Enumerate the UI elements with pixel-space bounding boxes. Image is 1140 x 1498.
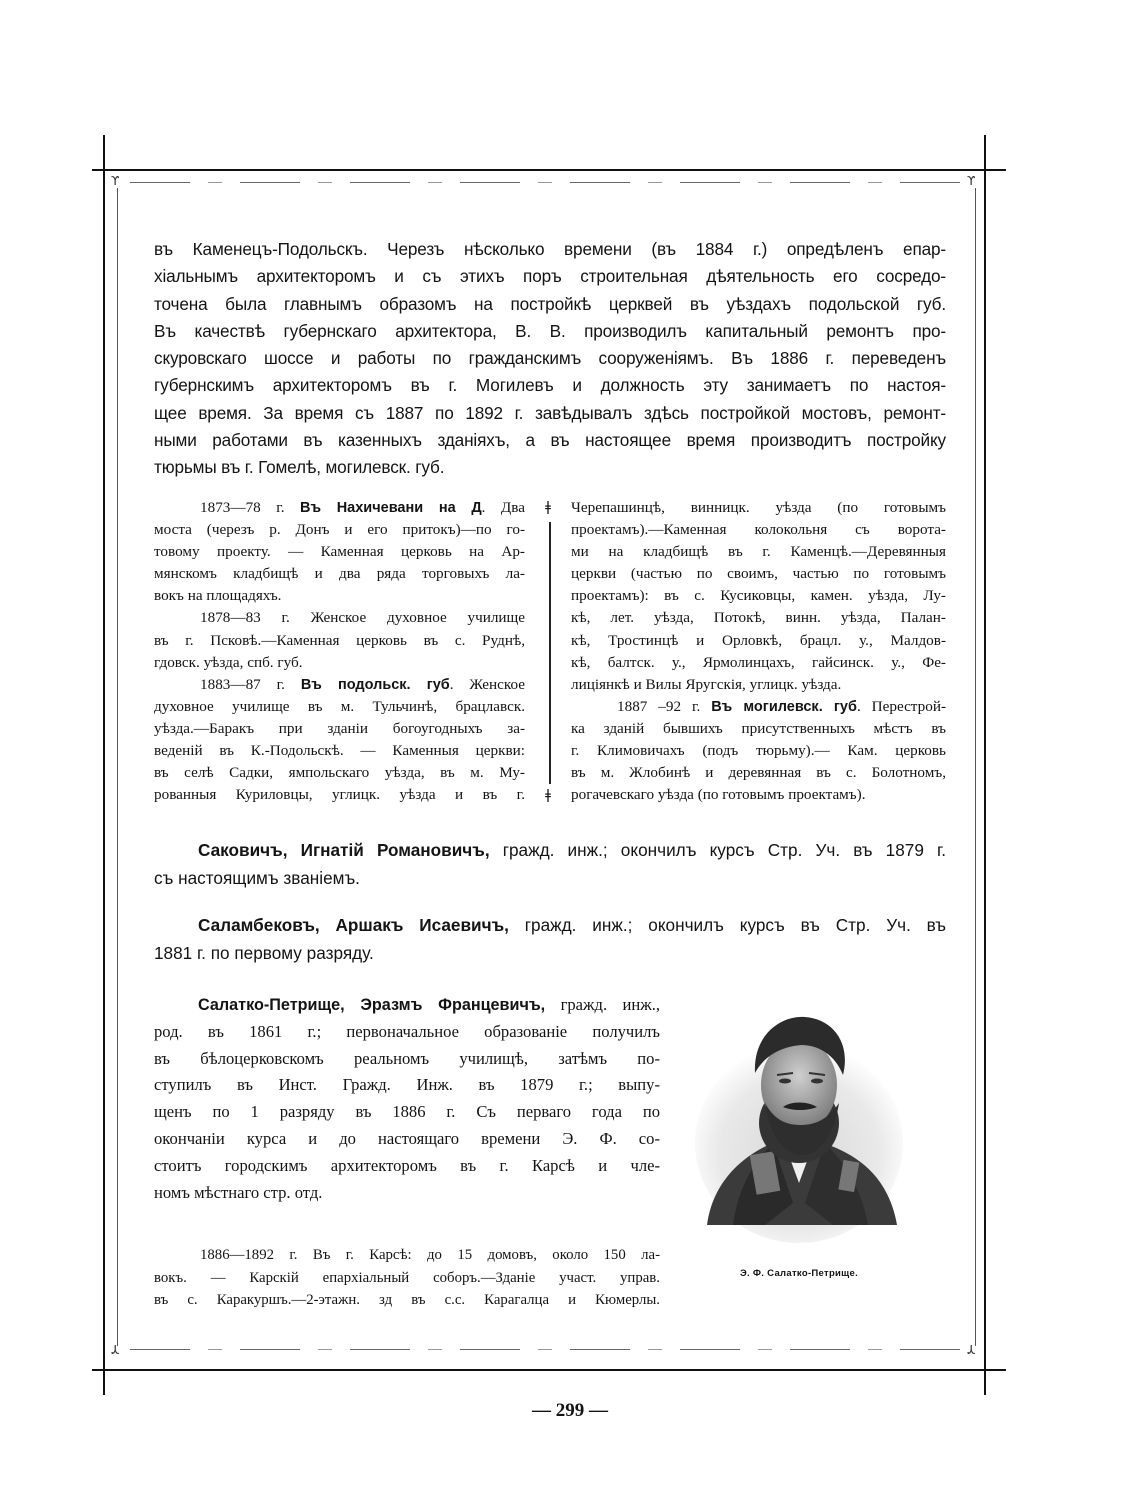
text-fragment: въ селѣ Садки, ямпольскаго уѣзда, въ м. Му- [154,764,525,782]
text-fragment: г. Климовичахъ (подъ тюрьму).— Кам. церковь [571,742,946,760]
corner-ornament-icon: ϒ [967,1342,976,1356]
text-line [154,519,525,541]
text-line [571,762,946,784]
entry-text: гражд. инж.; окончилъ курсъ Стр. Уч. въ 1879 г. [489,840,946,860]
text-line [571,607,946,629]
entry-text: съ настоящимъ званіемъ. [154,867,360,888]
text-fragment: моста (черезъ р. Донъ и его притокъ)—по го- [154,521,525,539]
text-fragment: кѣ, балтск. у., Ярмолинцахъ, гайсинск. у., Фе- [571,653,946,671]
text-line: скуровскаго шоссе и работы по гражданскимъ сооруженіямъ. Въ 1886 г. переведенъ [154,348,946,369]
entry-text: 1881 г. по первому разряду. [154,942,374,963]
text-fragment: вокъ на площадяхъ. [154,587,282,605]
entry-text: въ бѣлоцерковскомъ реальномъ училищѣ, затѣмъ по- [154,1048,660,1068]
entry-text: окончаніи курса и до настоящаго времени Э. Ф. со- [154,1128,660,1148]
entry-salatko-works [154,1244,660,1312]
text-fragment: 1878—83 г. Женское духовное училище [200,609,525,627]
text-line [154,585,525,607]
text-fragment: духовное училище въ м. Тульчинѣ, брацлавск. [154,697,525,715]
frame-top-rule [92,169,1006,171]
text-line: 1886—1892 г. Въ г. Карсѣ: до 15 домовъ, около 150 ла- [200,1247,660,1263]
text-line [154,696,525,718]
text-line: хіальнымъ архитекторомъ и съ этихъ поръ строительная дѣятельность его сосредо- [154,266,946,287]
text-fragment: рованныя Куриловцы, углицк. уѣзда и въ г. [154,786,525,804]
works-column-left [154,497,525,806]
text-fragment: проектамъ).—Каменная колокольня съ ворота- [571,521,946,539]
column-divider-ornament-bottom-icon: ǂ [545,788,551,803]
text-line [154,718,525,740]
entry-text: ступилъ въ Инст. Гражд. Инж. въ 1879 г.; выпу- [154,1075,660,1095]
text-line: ными работами въ казенныхъ зданіяхъ, а въ настоящее время производитъ постройку [154,430,946,451]
entry-text: стоитъ городскимъ архитекторомъ въ г. Карсѣ и чле- [154,1155,660,1175]
text-line: точена была главнымъ образомъ на постройкѣ церквей въ уѣздахъ подольской губ. [154,293,946,314]
text-line: щее время. За время съ 1887 по 1892 г. завѣдывалъ здѣсь постройкой мостовъ, ремонт- [154,402,946,423]
text-line [571,497,946,519]
entry-name: Саламбековъ, Аршакъ Исаевичъ, [198,915,509,935]
text-line [154,607,525,629]
text-line [571,718,946,740]
text-line: въ с. Каракуршъ.—2-этажн. зд въ с.с. Карагалца и Кюмерлы. [154,1292,660,1308]
text-fragment: 1887 –92 г. [617,697,712,715]
entry-text: гражд. инж., [545,995,660,1014]
corner-ornament-icon: ϒ [967,174,976,188]
column-divider [549,522,551,784]
text-line: вокъ. — Карскій епархіальный соборъ.—Зданіе участ. управ. [154,1269,660,1286]
corner-ornament-icon: ϒ [111,1342,120,1356]
text-fragment: мянскомъ кладбищѣ и два ряда торговыхъ ла- [154,565,525,583]
text-fragment: 1883—87 г. [200,675,301,693]
text-fragment: церкви (частью по своимъ, частью по готовымъ [571,565,946,583]
location-heading: Въ Нахичевани на Д [299,500,482,516]
text-fragment: 1873—78 г. [200,499,300,516]
text-fragment: веденій въ К.-Подольскѣ. — Каменныя церкви: [154,742,525,760]
text-line [571,541,946,563]
text-fragment: кѣ, лет. уѣзда, Потокѣ, винн. уѣзда, Палан- [571,609,946,627]
text-fragment: гдовск. уѣзда, спб. губ. [154,653,303,671]
text-fragment: въ м. Жлобинѣ и деревянная въ с. Болотномъ, [571,764,946,782]
text-line [571,585,946,607]
intro-paragraph [154,236,946,482]
text-line [154,563,525,585]
text-line [154,497,525,519]
text-line [154,674,525,696]
text-line [571,784,946,806]
text-line [154,784,525,806]
column-divider-ornament-top-icon: ǂ [545,500,551,515]
text-line [154,630,525,652]
text-line [571,652,946,674]
text-line [571,519,946,541]
text-fragment: кѣ, Тростинцѣ и Орловкѣ, брацл. у., Малдов- [571,631,946,649]
inner-frame-bottom [130,1349,965,1350]
works-column-right [571,497,946,806]
entry-salambekov [154,912,946,967]
entry-name: Саковичъ, Игнатій Романовичъ, [198,840,490,860]
text-fragment: товому проекту. — Каменная церковь на Ар- [154,543,525,561]
text-fragment: въ г. Псковѣ.—Каменная церковь въ с. Руднѣ, [154,631,525,649]
entry-text: щенъ по 1 разряду въ 1886 г. Съ перваго года по [154,1102,660,1122]
text-line: тюрьмы въ г. Гомелѣ, могилевск. губ. [154,457,445,478]
text-line [571,674,946,696]
text-fragment: . Перестрой- [856,697,947,715]
entry-salatko-petrishche [154,992,660,1206]
frame-left-rule [103,135,105,1395]
text-fragment: Черепашинцѣ, винницк. уѣзда (по готовымъ [571,499,946,516]
portrait-image [693,1003,905,1245]
entry-sakovich [154,837,946,892]
inner-frame-right [975,188,976,1346]
location-heading: Въ могилевск. губ [711,698,857,715]
inner-frame-top [130,182,965,183]
entry-name: Салатко-Петрище, Эразмъ Францевичъ, [198,996,546,1014]
text-line [154,541,525,563]
text-line [571,740,946,762]
text-fragment: рогачевскаго уѣзда (по готовымъ проектамъ). [571,786,866,804]
inner-frame-left [117,188,118,1346]
text-line: губернскимъ архитекторомъ въ г. Могилевъ и должность эту занимаетъ по настоя- [154,375,946,396]
text-line [571,563,946,585]
text-fragment: . Два [481,499,525,516]
text-line [154,762,525,784]
text-line [154,740,525,762]
entry-text: род. въ 1861 г.; первоначальное образованіе получилъ [154,1021,660,1041]
corner-ornament-icon: ϒ [111,174,120,188]
text-line [571,630,946,652]
location-heading: Въ подольск. губ [300,676,450,693]
frame-bottom-rule [92,1369,1006,1371]
text-fragment: . Женское [449,675,525,693]
page-number: — 299 — [532,1400,608,1421]
text-line [154,652,525,674]
text-fragment: ми на кладбищѣ въ г. Каменцѣ.—Деревянныя [571,543,946,561]
text-line [571,696,946,718]
text-fragment: ка зданій бывшихъ присутственныхъ мѣстъ въ [571,719,946,737]
text-fragment: уѣзда.—Баракъ при зданіи богоугодныхъ за- [154,719,525,737]
text-fragment: лиціянкѣ и Вилы Яругскія, углицк. уѣзда. [571,675,842,693]
portrait-caption: Э. Ф. Салатко-Петрище. [739,1268,859,1279]
entry-text: гражд. инж.; окончилъ курсъ въ Стр. Уч. въ [508,915,946,935]
text-line: Въ качествѣ губернскаго архитектора, В. В. производилъ капитальный ремонтъ про- [154,320,946,341]
entry-text: номъ мѣстнаго стр. отд. [154,1182,323,1202]
text-line: въ Каменецъ-Подольскъ. Черезъ нѣсколько времени (въ 1884 г.) опредѣленъ епар- [154,239,946,259]
text-fragment: проектамъ): въ с. Кусиковцы, камен. уѣзда, Лу- [571,587,946,605]
frame-right-rule [984,135,986,1395]
portrait-engraving-icon [693,1003,905,1245]
